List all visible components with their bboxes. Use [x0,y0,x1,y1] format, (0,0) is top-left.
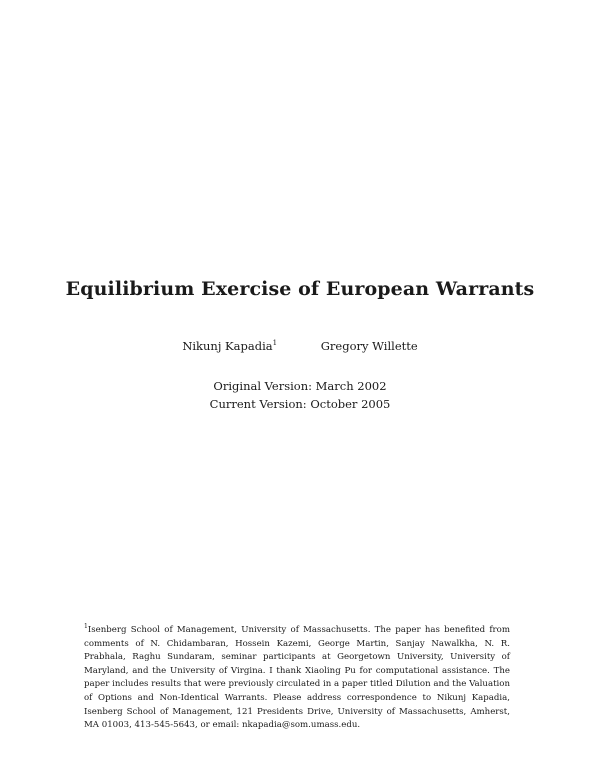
author-1-name: Nikunj Kapadia [182,339,273,353]
footnote-mark: 1 [84,623,88,631]
author-2 [321,339,418,353]
paper-title: Equilibrium Exercise of European Warrants [65,278,535,300]
author-1 [182,339,277,353]
author-2-name: Gregory Willette [320,339,418,353]
original-version: Original Version: March 2002 [213,379,387,393]
author-line [0,339,600,353]
footnote-text: Isenberg School of Management, University of Massachusetts. The paper has benefited from comments of N. Chidambaran, Hossein Kazemi, George Martin, Sanjay Nawalkha, N. R. Prabhala, Raghu Sundaram, seminar participants at Georgetown University, University of Maryland, and the University of Virgina. I thank Xiaoling Pu for computational assistance. The paper includes results that were previously circulated in a paper titled Dilution and the Valuation of Options and Non-Identical Warrants. Please address correspondence to Nikunj Kapadia, Isenberg School of Management, 121 Presidents Drive, University of Massachusetts, Amherst, MA 01003, 413-545-5643, or email: nkapadia@som.umass.edu. [84,625,510,731]
current-version: Current Version: October 2005 [209,397,391,411]
footnote [84,624,510,733]
version-info [0,377,600,413]
author-1-footnote-mark: 1 [272,339,278,348]
